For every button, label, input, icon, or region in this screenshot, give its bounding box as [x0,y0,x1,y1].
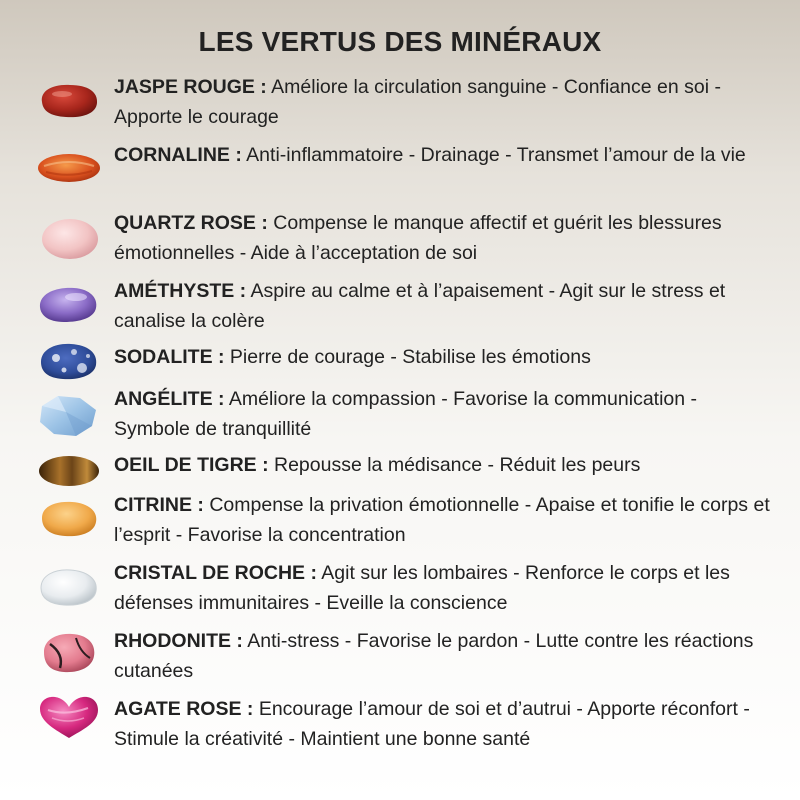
page-title: LES VERTUS DES MINÉRAUX [198,26,602,57]
rock-crystal-stone-icon [36,564,102,610]
mineral-name: RHODONITE : [114,630,243,652]
mineral-name: OEIL DE TIGRE : [114,454,269,476]
red-jasper-stone-icon [36,78,102,124]
mineral-description: Anti-stress - Favorise le pardon - Lutte contre les réactions cutanées [114,630,754,682]
rose-quartz-stone-icon [36,216,102,262]
mineral-name: AMÉTHYSTE : [114,280,247,302]
mineral-name: QUARTZ ROSE : [114,212,268,234]
mineral-name: AGATE ROSE : [114,698,254,720]
mineral-name: CITRINE : [114,494,204,516]
mineral-description: Pierre de courage - Stabilise les émotions [229,346,591,368]
mineral-description: Aspire au calme et à l’apaisement - Agit sur le stress et canalise la colère [114,280,726,332]
mineral-name: CORNALINE : [114,144,242,166]
mineral-description: Anti-inflammatoire - Drainage - Transmet l’amour de la vie [246,144,746,166]
carnelian-stone-icon [36,144,102,190]
tiger-eye-stone-icon [36,448,102,494]
mineral-description: Repousse la médisance - Réduit les peurs [274,454,641,476]
mineral-description: Améliore la compassion - Favorise la communication - Symbole de tranquillité [114,388,698,440]
mineral-name: CRISTAL DE ROCHE : [114,562,317,584]
rhodonite-stone-icon [36,630,102,676]
angelite-stone-icon [36,392,102,438]
mineral-description: Agit sur les lombaires - Renforce le corps et les défenses immunitaires - Eveille la conscience [114,562,730,614]
citrine-stone-icon [36,496,102,542]
mineral-name: SODALITE : [114,346,225,368]
mineral-description: Encourage l’amour de soi et d’autrui - Apporte réconfort - Stimule la créativité - Maintient une bonne santé [114,698,750,750]
mineral-description: Améliore la circulation sanguine - Confiance en soi - Apporte le courage [114,76,721,128]
pink-agate-heart-icon [36,694,102,740]
mineral-description: Compense la privation émotionnelle - Apaise et tonifie le corps et l’esprit - Favorise la concentration [114,494,770,546]
amethyst-stone-icon [36,282,102,328]
sodalite-stone-icon [36,338,102,384]
mineral-name: ANGÉLITE : [114,388,225,410]
mineral-description: Compense le manque affectif et guérit les blessures émotionnelles - Aide à l’acceptation de soi [114,212,722,264]
mineral-name: JASPE ROUGE : [114,76,267,98]
